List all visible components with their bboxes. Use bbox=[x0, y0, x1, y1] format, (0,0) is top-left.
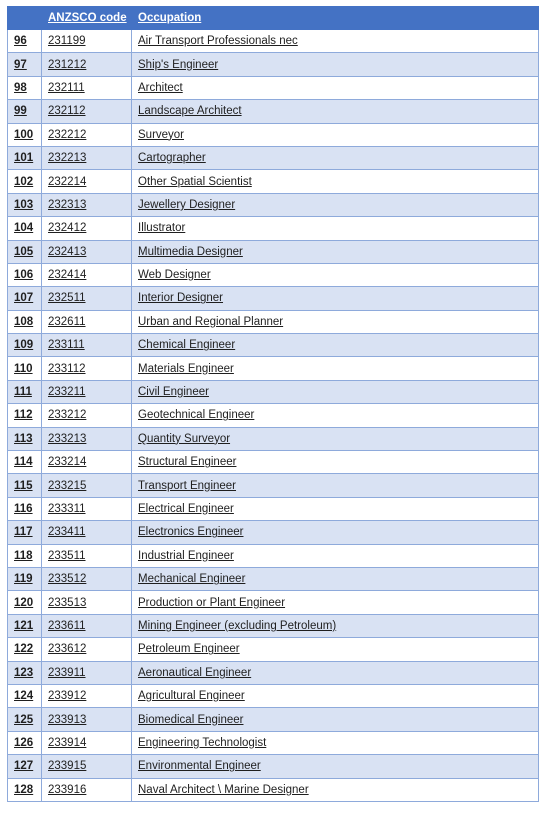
table-row bbox=[8, 451, 539, 474]
table-row bbox=[8, 263, 539, 286]
occupation-link[interactable]: Jewellery Designer bbox=[132, 193, 539, 216]
anzsco-code-link[interactable]: 231212 bbox=[42, 53, 132, 76]
occupation-link[interactable]: Chemical Engineer bbox=[132, 334, 539, 357]
table-row bbox=[8, 638, 539, 661]
anzsco-code-link[interactable]: 233916 bbox=[42, 778, 132, 801]
table-body bbox=[8, 30, 539, 802]
occupation-link[interactable]: Naval Architect \ Marine Designer bbox=[132, 778, 539, 801]
anzsco-code-link[interactable]: 232413 bbox=[42, 240, 132, 263]
row-number-link[interactable]: 126 bbox=[8, 731, 42, 754]
header-number bbox=[8, 7, 42, 30]
anzsco-code-link[interactable]: 233512 bbox=[42, 567, 132, 590]
row-number-link[interactable]: 112 bbox=[8, 404, 42, 427]
table-row bbox=[8, 661, 539, 684]
table-row bbox=[8, 217, 539, 240]
occupation-link[interactable]: Architect bbox=[132, 76, 539, 99]
anzsco-code-link[interactable]: 233911 bbox=[42, 661, 132, 684]
occupation-link[interactable]: Illustrator bbox=[132, 217, 539, 240]
anzsco-code-link[interactable]: 233112 bbox=[42, 357, 132, 380]
row-number-link[interactable]: 118 bbox=[8, 544, 42, 567]
row-number-link[interactable]: 120 bbox=[8, 591, 42, 614]
table-row bbox=[8, 731, 539, 754]
table-row bbox=[8, 404, 539, 427]
row-number-link[interactable]: 110 bbox=[8, 357, 42, 380]
row-number-link[interactable]: 105 bbox=[8, 240, 42, 263]
row-number-link[interactable]: 125 bbox=[8, 708, 42, 731]
table-row bbox=[8, 778, 539, 801]
row-number-link[interactable]: 122 bbox=[8, 638, 42, 661]
table-row bbox=[8, 427, 539, 450]
table-row bbox=[8, 30, 539, 53]
row-number-link[interactable]: 104 bbox=[8, 217, 42, 240]
anzsco-code-link[interactable]: 233311 bbox=[42, 497, 132, 520]
row-number-link[interactable]: 102 bbox=[8, 170, 42, 193]
row-number-link[interactable]: 111 bbox=[8, 380, 42, 403]
occupation-link[interactable]: Structural Engineer bbox=[132, 451, 539, 474]
anzsco-code-link[interactable]: 233915 bbox=[42, 755, 132, 778]
row-number-link[interactable]: 113 bbox=[8, 427, 42, 450]
occupation-link[interactable]: Mechanical Engineer bbox=[132, 567, 539, 590]
anzsco-code-link[interactable]: 233912 bbox=[42, 684, 132, 707]
table-row bbox=[8, 497, 539, 520]
table-row bbox=[8, 755, 539, 778]
occupation-link[interactable]: Industrial Engineer bbox=[132, 544, 539, 567]
row-number-link[interactable]: 101 bbox=[8, 146, 42, 169]
occupation-link[interactable]: Landscape Architect bbox=[132, 100, 539, 123]
anzsco-code-link[interactable]: 233913 bbox=[42, 708, 132, 731]
row-number-link[interactable]: 123 bbox=[8, 661, 42, 684]
table-row bbox=[8, 240, 539, 263]
table-row bbox=[8, 544, 539, 567]
row-number-link[interactable]: 114 bbox=[8, 451, 42, 474]
table-row bbox=[8, 123, 539, 146]
occupation-link[interactable]: Interior Designer bbox=[132, 287, 539, 310]
occupation-link[interactable]: Geotechnical Engineer bbox=[132, 404, 539, 427]
anzsco-code-link[interactable]: 232213 bbox=[42, 146, 132, 169]
anzsco-code-link[interactable]: 233214 bbox=[42, 451, 132, 474]
row-number-link[interactable]: 96 bbox=[8, 30, 42, 53]
table-row bbox=[8, 567, 539, 590]
anzsco-code-link[interactable]: 232511 bbox=[42, 287, 132, 310]
occupation-link[interactable]: Engineering Technologist bbox=[132, 731, 539, 754]
occupation-link[interactable]: Biomedical Engineer bbox=[132, 708, 539, 731]
table-row bbox=[8, 614, 539, 637]
row-number-link[interactable]: 117 bbox=[8, 521, 42, 544]
anzsco-code-link[interactable]: 232313 bbox=[42, 193, 132, 216]
table-row bbox=[8, 380, 539, 403]
row-number-link[interactable]: 100 bbox=[8, 123, 42, 146]
anzsco-code-link[interactable]: 232412 bbox=[42, 217, 132, 240]
occupation-link[interactable]: Aeronautical Engineer bbox=[132, 661, 539, 684]
table-row bbox=[8, 287, 539, 310]
table-row bbox=[8, 76, 539, 99]
anzsco-code-link[interactable]: 233211 bbox=[42, 380, 132, 403]
anzsco-code-link[interactable]: 233612 bbox=[42, 638, 132, 661]
anzsco-code-link[interactable]: 233111 bbox=[42, 334, 132, 357]
occupation-link[interactable]: Ship's Engineer bbox=[132, 53, 539, 76]
row-number-link[interactable]: 97 bbox=[8, 53, 42, 76]
occupation-link[interactable]: Air Transport Professionals nec bbox=[132, 30, 539, 53]
anzsco-code-link[interactable]: 232111 bbox=[42, 76, 132, 99]
header-occupation[interactable]: Occupation bbox=[132, 7, 539, 30]
anzsco-code-link[interactable]: 231199 bbox=[42, 30, 132, 53]
occupation-link[interactable]: Electrical Engineer bbox=[132, 497, 539, 520]
table-row bbox=[8, 708, 539, 731]
occupation-link[interactable]: Urban and Regional Planner bbox=[132, 310, 539, 333]
table-row bbox=[8, 146, 539, 169]
row-number-link[interactable]: 98 bbox=[8, 76, 42, 99]
row-number-link[interactable]: 119 bbox=[8, 567, 42, 590]
table-row bbox=[8, 334, 539, 357]
row-number-link[interactable]: 99 bbox=[8, 100, 42, 123]
anzsco-code-link[interactable]: 232112 bbox=[42, 100, 132, 123]
row-number-link[interactable]: 116 bbox=[8, 497, 42, 520]
occupation-link[interactable]: Quantity Surveyor bbox=[132, 427, 539, 450]
occupation-link[interactable]: Surveyor bbox=[132, 123, 539, 146]
occupation-link[interactable]: Cartographer bbox=[132, 146, 539, 169]
table-row bbox=[8, 684, 539, 707]
occupation-link[interactable]: Materials Engineer bbox=[132, 357, 539, 380]
anzsco-code-link[interactable]: 232414 bbox=[42, 263, 132, 286]
anzsco-code-link[interactable]: 232214 bbox=[42, 170, 132, 193]
row-number-link[interactable]: 106 bbox=[8, 263, 42, 286]
occupation-link[interactable]: Other Spatial Scientist bbox=[132, 170, 539, 193]
occupation-link[interactable]: Civil Engineer bbox=[132, 380, 539, 403]
row-number-link[interactable]: 108 bbox=[8, 310, 42, 333]
occupation-link[interactable]: Environmental Engineer bbox=[132, 755, 539, 778]
anzsco-code-link[interactable]: 233212 bbox=[42, 404, 132, 427]
table-row bbox=[8, 100, 539, 123]
table-row bbox=[8, 53, 539, 76]
anzsco-code-link[interactable]: 233411 bbox=[42, 521, 132, 544]
table-row bbox=[8, 193, 539, 216]
anzsco-code-link[interactable]: 232212 bbox=[42, 123, 132, 146]
row-number-link[interactable]: 103 bbox=[8, 193, 42, 216]
anzsco-code-link[interactable]: 233213 bbox=[42, 427, 132, 450]
table-header bbox=[8, 7, 539, 30]
row-number-link[interactable]: 124 bbox=[8, 684, 42, 707]
occupation-link[interactable]: Web Designer bbox=[132, 263, 539, 286]
anzsco-code-link[interactable]: 233511 bbox=[42, 544, 132, 567]
occupation-link[interactable]: Production or Plant Engineer bbox=[132, 591, 539, 614]
table-row bbox=[8, 521, 539, 544]
row-number-link[interactable]: 121 bbox=[8, 614, 42, 637]
header-anzsco-code[interactable]: ANZSCO code bbox=[42, 7, 132, 30]
occupation-table-container bbox=[7, 6, 538, 802]
row-number-link[interactable]: 127 bbox=[8, 755, 42, 778]
table-row bbox=[8, 474, 539, 497]
table-row bbox=[8, 310, 539, 333]
anzsco-code-link[interactable]: 233215 bbox=[42, 474, 132, 497]
row-number-link[interactable]: 115 bbox=[8, 474, 42, 497]
occupation-link[interactable]: Petroleum Engineer bbox=[132, 638, 539, 661]
anzsco-code-link[interactable]: 232611 bbox=[42, 310, 132, 333]
occupation-table bbox=[7, 6, 539, 802]
anzsco-code-link[interactable]: 233914 bbox=[42, 731, 132, 754]
row-number-link[interactable]: 109 bbox=[8, 334, 42, 357]
table-row bbox=[8, 170, 539, 193]
table-row bbox=[8, 591, 539, 614]
occupation-link[interactable]: Multimedia Designer bbox=[132, 240, 539, 263]
occupation-link[interactable]: Agricultural Engineer bbox=[132, 684, 539, 707]
occupation-link[interactable]: Mining Engineer (excluding Petroleum) bbox=[132, 614, 539, 637]
header-row bbox=[8, 7, 539, 30]
anzsco-code-link[interactable]: 233513 bbox=[42, 591, 132, 614]
table-row bbox=[8, 357, 539, 380]
occupation-link[interactable]: Electronics Engineer bbox=[132, 521, 539, 544]
row-number-link[interactable]: 107 bbox=[8, 287, 42, 310]
occupation-link[interactable]: Transport Engineer bbox=[132, 474, 539, 497]
row-number-link[interactable]: 128 bbox=[8, 778, 42, 801]
anzsco-code-link[interactable]: 233611 bbox=[42, 614, 132, 637]
